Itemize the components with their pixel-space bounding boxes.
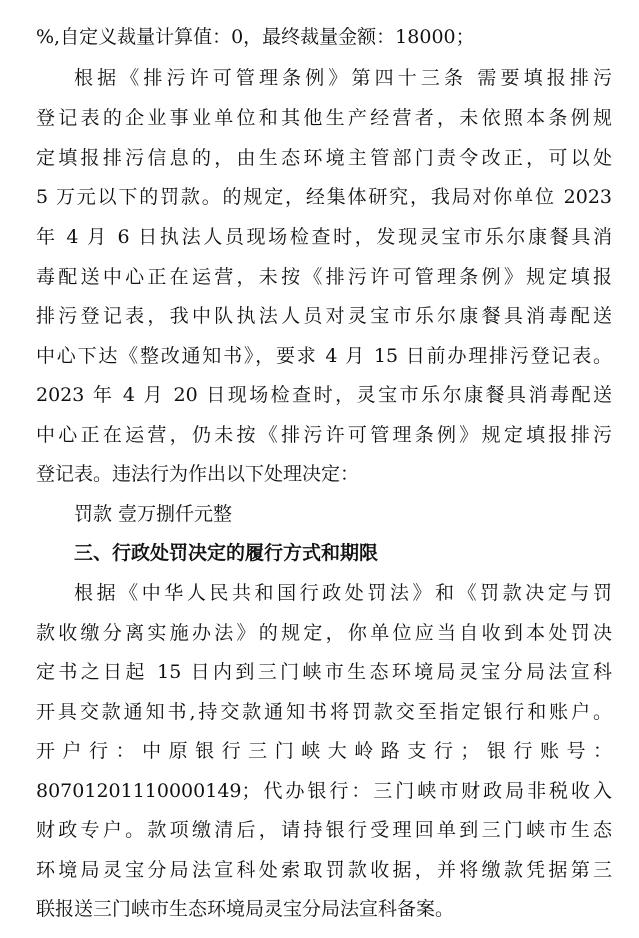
- paragraph-start-line: 根据《排污许可管理条例》第四十三条 需要填报排污: [74, 67, 612, 89]
- text-line: 财政专户。款项缴清后，请持银行受理回单到三门峡市生态: [36, 819, 612, 841]
- text-line: 5 万元以下的罚款。的规定，经集体研究，我局对你单位 2023: [36, 186, 612, 208]
- text-line: 登记表。违法行为作出以下处理决定：: [36, 463, 360, 485]
- text-line: 年 4 月 6 日执法人员现场检查时，发现灵宝市乐尔康餐具消: [36, 226, 612, 248]
- text-line: 80701201110000149；代办银行：三门峡市财政局非税收入: [36, 780, 612, 802]
- paragraph-start-line: 根据《中华人民共和国行政处罚法》和《罚款决定与罚: [74, 582, 612, 604]
- text-line: 开具交款通知书,持交款通知书将罚款交至指定银行和账户。: [36, 701, 612, 723]
- text-line: 开户行：中原银行三门峡大岭路支行；银行账号：: [36, 740, 612, 762]
- text-line: 中心下达《整改通知书》，要求 4 月 15 日前办理排污登记表。: [36, 345, 612, 367]
- text-line: 定书之日起 15 日内到三门峡市生态环境局灵宝分局法宣科: [36, 661, 612, 683]
- text-line: 登记表的企业事业单位和其他生产经营者，未依照本条例规: [36, 107, 612, 129]
- text-line: 中心正在运营，仍未按《排污许可管理条例》规定填报排污: [36, 424, 612, 446]
- text-line: 款收缴分离实施办法》的规定，你单位应当自收到本处罚决: [36, 622, 612, 644]
- text-line: 定填报排污信息的，由生态环境主管部门责令改正，可以处: [36, 147, 612, 169]
- text-line: 联报送三门峡市生态环境局灵宝分局法宣科备案。: [36, 898, 455, 920]
- fine-decision-line: 罚款 壹万捌仟元整: [74, 503, 233, 525]
- text-line: 毒配送中心正在运营，未按《排污许可管理条例》规定填报: [36, 266, 612, 288]
- text-line: %,自定义裁量计算值：0，最终裁量金额：18000；: [36, 26, 475, 48]
- text-line: 排污登记表，我中队执法人员对灵宝市乐尔康餐具消毒配送: [36, 305, 612, 327]
- text-line: 环境局灵宝分局法宣科处索取罚款收据，并将缴款凭据第三: [36, 859, 612, 881]
- text-line: 2023 年 4 月 20 日现场检查时，灵宝市乐尔康餐具消毒配送: [36, 384, 612, 406]
- section-heading: 三、行政处罚决定的履行方式和期限: [74, 542, 379, 564]
